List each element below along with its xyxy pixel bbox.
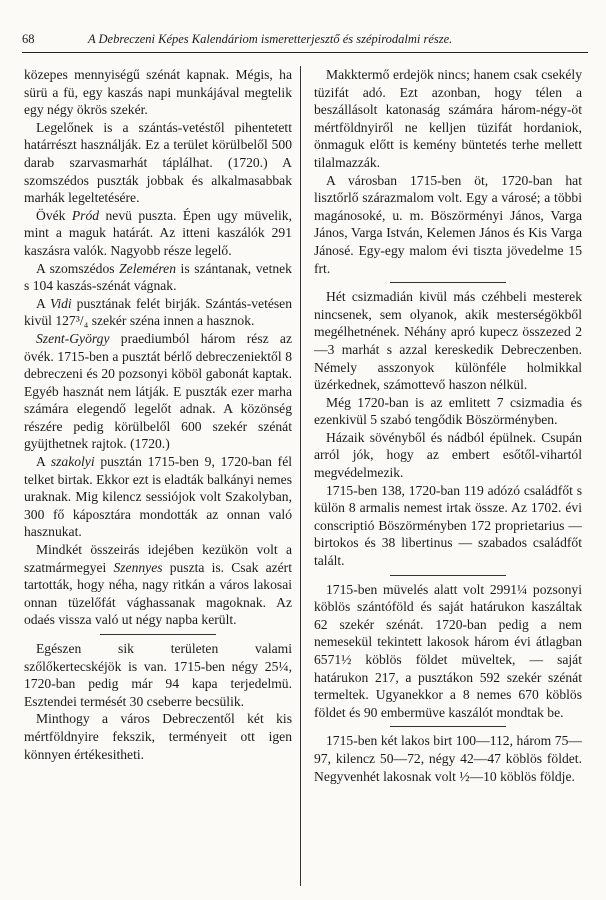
paragraph: A szomszédos Zeleméren is szántanak, vetnek s 104 kaszás-szénát vágnak. — [24, 260, 292, 294]
section-separator — [390, 575, 506, 576]
right-column — [314, 66, 582, 785]
section-separator — [390, 282, 506, 283]
page-number: 68 — [22, 32, 35, 46]
paragraph: A Vidi pusztának felét birják. Szántás-vetésen kivül 127³/₄ szekér széna innen a hasznok. — [24, 295, 293, 329]
place-name: szakolyi — [50, 454, 95, 470]
place-name: Pród — [71, 207, 100, 223]
paragraph: 1715-ben 138, 1720-ban 119 adózó családfőt s külön 8 armalis nemest irtak össze. Az 1702. évi conscriptió Böszörményben 172 proprietarius — birtokos és 38 libertinus — szabados családfőt talált. — [314, 482, 582, 569]
paragraph: Még 1720-ban is az emlitett 7 csizmadia és ezenkivül 5 szabó tengődik Böszörményben. — [314, 394, 582, 428]
place-name: Zeleméren — [119, 260, 176, 276]
section-separator — [100, 634, 216, 635]
left-column — [24, 66, 292, 763]
paragraph: közepes mennyiségű szénát kapnak. Mégis, ha sürü a fü, egy kaszás napi munkájával megtelik egy négy ökrös szekér. — [24, 67, 292, 118]
paragraph: 1715-ben müvelés alatt volt 2991¼ pozsonyi köblös szántóföld és saját határukon kaszáltak 62 szekér szénát. 1720-ban pedig a nem nemesekül tekintett lakosok három évi átlagban 6571½ köblös földet müveltek, — saját határukon 217, a pusztákon 592 szekér szénát termeltek. Ugyanekkor a 8 nemes 670 köblös földet és 90 embermüve kaszálót mondtak be. — [314, 581, 582, 720]
header-rule — [22, 52, 588, 53]
paragraph: Szent-György praediumból három rész az övék. 1715-ben a pusztát bérlő debreczeniektől 8 debreczeni és 20 pozsonyi köböl gabonát kaptak. Egyéb hasznát nem látják. E puszták ezer marha számára elegendő legelőt adnak. A közönség részére pedig körülbelől 600 szekér szénát gyüjthetnek rajtok. (1720.) — [24, 330, 292, 452]
paragraph: Egészen sik területen valami szőlőkertecskéjök is van. 1715-ben négy 25¼, 1720-ban pedig már 94 kapa terjedelmü. Esztendei termését 30 cseberre becsülik. — [24, 641, 292, 709]
paragraph: Minthogy a város Debreczentől két kis mértföldnyire fekszik, terményeit ott igen könnyen értékesitheti. — [24, 711, 292, 762]
paragraph: Mindkét összeirás idejében kezükön volt a szatmármegyei Szennyes puszta is. Csak azért tartották, hogy néha, nagy ritkán a város lakosai onnan tüzelőfát vághassanak magoknak. Az odaés vissza való ut négy napba került. — [24, 542, 292, 628]
paragraph: Övék Pród nevü puszta. Épen ugy müvelik, mint a maguk határát. Az itteni kaszálók 291 kaszásra valók. Nagyobb része legelő. — [24, 207, 292, 258]
paragraph: A szakolyi pusztán 1715-ben 9, 1720-ban fél telket birtak. Ekkor ezt is eladták balkányi nemes uraknak. Mig kilencz sessiójok volt Szakolyban, 300 fő káposztára mondották az onnan való hasznukat. — [24, 454, 293, 540]
paragraph: A városban 1715-ben öt, 1720-ban hat lisztőrlő szárazmalom volt. Egy a városé; a többi magánosoké, u. m. Böszörményi János, Varga János, Varga István, Kelemen János és Kis Varga Jánosé. Egy-egy malom évi tiszta jövedelme 15 frt. — [314, 172, 582, 276]
section-separator — [390, 726, 506, 727]
column-divider — [300, 66, 301, 886]
paragraph: Legelőnek is a szántás-vetéstől pihentetett határrészt használják. Ez a terület körülbelől 500 darab szarvasmarhát táplálhat. (1720.) A szomszédos puszták jobbak és alkalmasabbak marhák legeltetésére. — [24, 119, 292, 206]
paragraph: Makktermő erdejök nincs; hanem csak csekély tüzifát adó. Ezt azonban, hogy télen a beszállásolt katonaság számára három-négy-öt mértföldnyiről ne kelljen tüzifát hordaniok, önmaguk előtt is kemény büntetés terhe mellett tilalmazzák. — [314, 67, 582, 170]
place-name: Szennyes — [113, 559, 163, 575]
paragraph: Házaik sövényből és nádból épülnek. Csupán arról jók, hogy az embert esőtől-vihartól megvédelmezik. — [314, 429, 582, 481]
paragraph: 1715-ben két lakos birt 100—112, három 75—97, kilencz 50—72, négy 42—47 köblös földet. Negyvenhét lakosnak volt ½—10 köblös földje. — [314, 733, 582, 784]
paragraph: Hét csizmadián kivül más czéhbeli mesterek nincsenek, sem olyanok, akik mesterségökből megélhetnének. Néhány apró kupecz összezed 2—3 marhát s azzal kereskedik Debreczenben. Némely asszonyok különféle holmikkal üzérkednek, számottevő haszon nélkül. — [314, 289, 582, 393]
running-title: A Debreczeni Képes Kalendáriom ismeretterjesztő és szépirodalmi része. — [88, 32, 453, 46]
place-name: Vidi — [50, 295, 72, 311]
place-name: Szent-György — [36, 330, 110, 346]
